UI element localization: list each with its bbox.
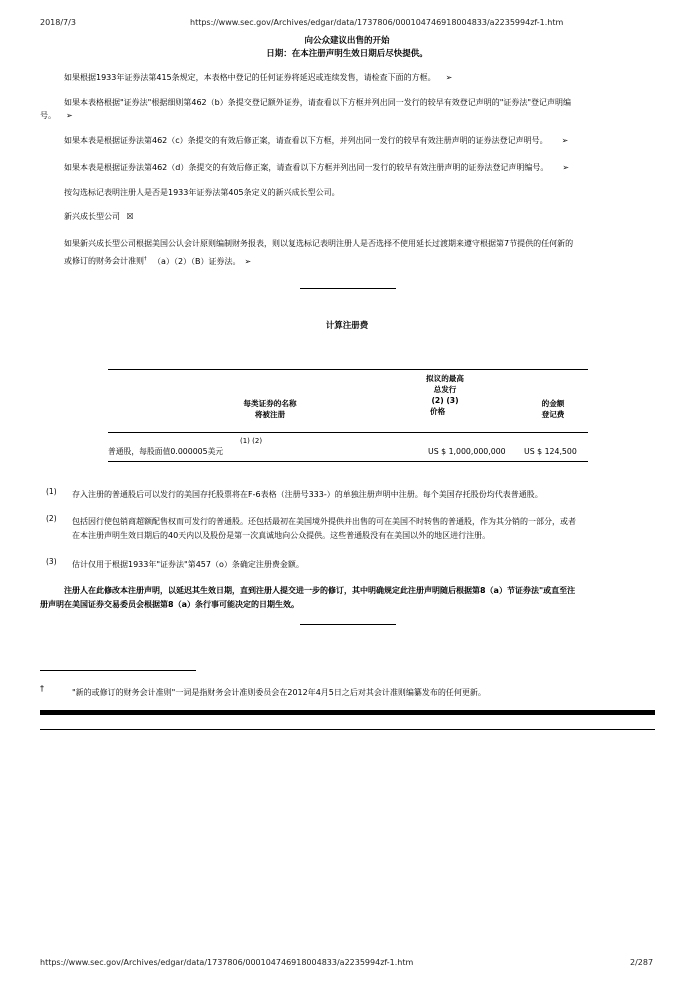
fee-header-line2: 登记费	[541, 410, 565, 420]
footnote-1-number: (1)	[46, 487, 57, 496]
arrow-icon: ➢	[561, 136, 569, 145]
egc-checkbox: ☒	[126, 212, 134, 221]
rule-462d-paragraph	[64, 163, 654, 174]
offering-date: 日期：在本注册声明生效日期后尽快提供。	[266, 49, 428, 59]
rule-462b-text: 如果本表格根据"证券法"根据细则第462（b）条提交登记额外证券，请查看以下方框并列出同一发行的较早有效登记声明的"证券法"登记声明编	[64, 98, 572, 107]
rule-462b-paragraph	[64, 98, 654, 109]
arrow-icon: ➢	[445, 73, 453, 82]
delaying-amendment-line1: 注册人在此修改本注册声明，以延迟其生效日期，直到注册人提交进一步的修订，其中明确规定此注册声明随后根据第8（a）节证券法"或直至注	[64, 586, 576, 595]
arrow-icon: ➢	[244, 256, 252, 266]
footnote-rule	[40, 670, 196, 671]
egc-accounting-tail: （a）（2）（B）证券法。	[153, 256, 241, 266]
security-header-line2: 将被注册	[254, 410, 286, 420]
print-date: 2018/7/3	[40, 18, 76, 27]
section-divider	[300, 288, 396, 289]
fee-table-title: 计算注册费	[325, 321, 369, 331]
arrow-icon: ➢	[562, 163, 570, 172]
footnote-2-text-cont: 在本注册声明生效日期后的40天内以及股份是第一次真诚地向公众提供。这些普通股没有在美国以外的地区进行注册。	[72, 531, 491, 540]
fee-header-line1: 的金额	[541, 399, 565, 408]
rule-415-paragraph	[64, 73, 654, 84]
rule-462b-text-cont: 号。	[40, 111, 56, 120]
page-end-thick-rule	[40, 710, 655, 715]
rule-415-text: 如果根据1933年证券法第415条规定，本表格中登记的任何证券将延迟或连续发售，请检查下面的方框。	[64, 73, 436, 82]
rule-462d-text: 如果本表是根据证券法第462（d）条提交的有效后修正案，请查看以下方框并列出同一发行的较早有效注册声明的证券法登记声明编号。	[64, 163, 549, 172]
price-header-refs: (2) (3)	[431, 396, 459, 405]
egc-question: 按勾选标记表明注册人是否是1933年证券法第405条定义的新兴成长型公司。	[64, 188, 340, 197]
footnote-2-number: (2)	[46, 514, 57, 523]
dagger-note-text: "新的或修订的财务会计准则"一词是指财务会计准则委员会在2012年4月5日之后对其会计准则编纂发布的任何更新。	[72, 688, 486, 697]
fee-row-fee: US $ 124,500	[524, 447, 577, 456]
footnote-2-text: 包括因行使包销商超额配售权而可发行的普通股。还包括最初在美国境外提供并出售的可在美国不时转售的普通股，作为其分销的一部分，或者	[72, 517, 576, 526]
fee-row-refs: (1) (2)	[240, 437, 263, 445]
footnote-3-number: (3)	[46, 557, 57, 566]
rule-462b-paragraph-cont	[40, 111, 73, 122]
egc-row	[64, 212, 654, 223]
section-divider-2	[300, 624, 396, 625]
price-header-line1: 拟议的最高	[426, 374, 464, 383]
rule-462c-text: 如果本表是根据证券法第462（c）条提交的有效后修正案，请查看以下方框，并列出同一发行的较早有效注册声明的证券法登记声明号。	[64, 136, 548, 145]
egc-accounting-paragraph: 如果新兴成长型公司根据美国公认会计原则编制财务报表，则以复选标记表明注册人是否选择不使用延长过渡期来遵守根据第7节提供的任何新的	[64, 239, 574, 248]
offering-title: 向公众建议出售的开始	[304, 36, 390, 46]
fee-col-fee-header	[528, 398, 578, 421]
rule-462c-paragraph	[64, 136, 654, 147]
fee-table-header-rule	[108, 432, 588, 433]
fee-table-top-rule	[108, 369, 588, 370]
footnote-1-text: 存入注册的普通股后可以发行的美国存托股票将在F-6表格（注册号333-）的单独注册声明中注册。每个美国存托股份均代表普通股。	[72, 490, 543, 499]
delaying-amendment-line2: 册声明在美国证券交易委员会根据第8（a）条行事可能决定的日期生效。	[40, 600, 299, 609]
arrow-icon: ➢	[66, 111, 73, 120]
fee-col-security-header	[210, 398, 330, 421]
footnote-3-text: 估计仅用于根据1933年"证券法"第457（o）条确定注册费金额。	[72, 560, 304, 569]
price-header-line3: 价格	[430, 407, 446, 416]
price-header-line2: 总发行	[433, 385, 457, 394]
page-end-thin-rule	[40, 729, 655, 730]
fee-col-price-header	[420, 373, 470, 417]
dagger-symbol: †	[40, 684, 44, 693]
print-url: https://www.sec.gov/Archives/edgar/data/1737806/000104746918004833/a2235994zf-1.htm	[190, 18, 564, 27]
egc-accounting-paragraph-cont	[64, 256, 364, 267]
footer-page-number: 2/287	[630, 958, 654, 967]
fee-row-price: US $ 1,000,000,000	[428, 447, 506, 456]
egc-accounting-text: 或修订的财务会计准则	[64, 256, 144, 266]
dagger-mark: †	[144, 256, 147, 262]
footer-url: https://www.sec.gov/Archives/edgar/data/1737806/000104746918004833/a2235994zf-1.htm	[40, 958, 414, 967]
security-header-line1: 每类证券的名称	[243, 399, 297, 408]
fee-table-bottom-rule	[108, 461, 588, 462]
egc-label: 新兴成长型公司	[64, 212, 120, 221]
fee-row-security: 普通股，每股面值0.000005美元	[108, 447, 224, 456]
